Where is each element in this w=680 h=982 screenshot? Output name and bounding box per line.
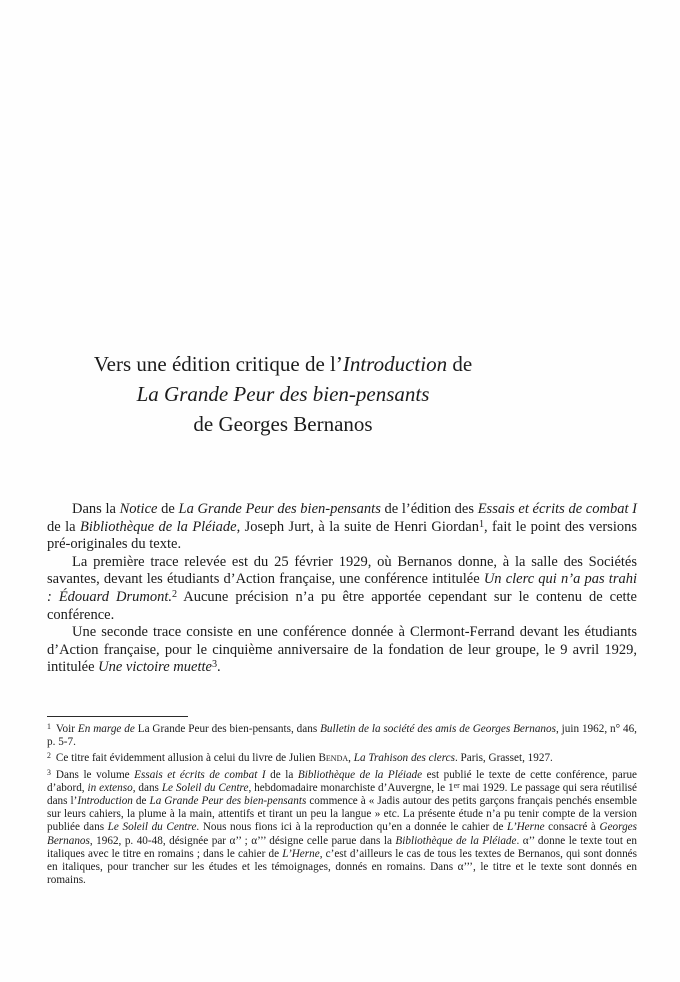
text-segment: Georges Bernanos xyxy=(47,821,637,847)
text-segment: , Joseph Jurt, à la suite de Henri Giordan xyxy=(236,518,479,535)
text-segment: de xyxy=(132,795,150,808)
article-body xyxy=(47,501,637,677)
article-title xyxy=(0,349,566,439)
text-segment: , hebdomadaire monarchiste d’Auvergne, le 1 xyxy=(248,781,454,794)
body-paragraph-2 xyxy=(47,554,637,624)
text-segment: , 1962, p. 40-48, désignée par α’’ ; α’’’ désigne celle parue dans la xyxy=(89,834,396,847)
text-segment: La première trace relevée est du 25 février 1929, où Bernanos donne, à la salle des Sociétés savantes, devant les étudiants d’Action française, une conférence intitulée xyxy=(47,553,637,588)
text-segment: La Grande Peur des bien-pensants xyxy=(178,501,381,517)
text-segment: Introduction xyxy=(77,795,133,808)
text-segment: de xyxy=(157,501,179,517)
text-segment: Voir xyxy=(55,723,78,735)
footnote-3 xyxy=(47,769,637,888)
text-segment: Bibliothèque de la Pléiade xyxy=(395,834,517,847)
text-segment: Essais et écrits de combat I xyxy=(477,501,637,517)
text-segment: de l’édition des xyxy=(380,501,478,517)
text-segment: , c’est d’ailleurs le cas de tous les textes de Bernanos, qui sont donnés en italiques, pour trancher sur les études et les témoignages, donnés en romains. Dans α’’’, le titre et le texte sont donnés en romains. xyxy=(47,847,637,887)
footnote-1-text xyxy=(47,723,637,748)
text-segment: , dans xyxy=(132,781,162,794)
text-segment: Bibliothèque de la Pléiade xyxy=(80,518,237,535)
title-line-1 xyxy=(0,349,566,379)
text-segment: mai 1929. Le passage qui sera réutilisé dans l’ xyxy=(47,781,637,808)
text-segment: de Georges Bernanos xyxy=(193,412,373,436)
text-segment: , fait le point des versions pré-originales du texte. xyxy=(47,518,637,553)
text-segment: La Trahison des clercs xyxy=(353,752,455,765)
text-segment: La Grande Peur des bien-pensants xyxy=(136,382,430,406)
text-segment: , juin 1962, n° 46, p. 5-7. xyxy=(47,723,637,749)
footnote-1-number: 1 xyxy=(47,722,51,731)
footnote-separator xyxy=(47,716,188,717)
text-segment: Aucune précision n’a pu être apportée cependant sur le contenu de cette conférence. xyxy=(47,588,637,623)
text-segment: . xyxy=(217,659,221,676)
text-segment: Un clerc qui n’a pas trahi : Édouard Drumont. xyxy=(47,571,637,605)
text-segment: Notice xyxy=(119,501,158,517)
text-segment: consacré à xyxy=(544,821,600,834)
text-segment: er xyxy=(453,780,460,790)
footnote-2 xyxy=(47,752,637,765)
text-segment: Vers une édition critique de l’ xyxy=(93,352,343,376)
text-segment: . Nous nous fions ici à la reproduction qu’en a donnée le cahier de xyxy=(196,821,508,834)
footnote-3-number: 3 xyxy=(47,767,51,777)
text-segment: Dans la xyxy=(72,501,120,517)
text-segment: est publié le texte de cette conférence, parue d’abord, xyxy=(47,768,638,794)
text-segment: L’Herne xyxy=(282,847,320,860)
text-segment: L’Herne xyxy=(507,821,545,834)
text-segment: Introduction xyxy=(342,352,448,376)
text-segment: in extenso xyxy=(87,781,133,794)
text-segment: de xyxy=(447,352,473,376)
text-segment: 1 xyxy=(478,518,485,530)
footnote-3-text xyxy=(47,769,637,887)
footnote-2-number: 2 xyxy=(47,751,51,761)
text-segment: Bibliothèque de la Pléiade xyxy=(297,768,423,781)
text-segment: de la xyxy=(47,518,80,535)
title-line-3 xyxy=(0,409,566,439)
text-segment: La Grande Peur des bien-pensants xyxy=(149,795,307,808)
text-segment: En marge de xyxy=(77,723,135,735)
text-segment: Bulletin de la société des amis de Georges Bernanos xyxy=(320,723,556,735)
title-line-2 xyxy=(0,379,566,409)
text-segment: La Grande Peur des bien-pensants, dans xyxy=(134,723,321,735)
text-segment: Dans le volume xyxy=(55,768,135,781)
footnote-2-text xyxy=(56,752,553,764)
text-segment: Benda xyxy=(318,752,349,765)
text-segment: Essais et écrits de combat I xyxy=(134,768,266,781)
text-segment: Une victoire muette xyxy=(98,659,212,676)
text-segment: 2 xyxy=(172,588,178,600)
body-paragraph-1 xyxy=(47,501,637,554)
text-segment: , xyxy=(348,752,354,765)
text-segment: Ce titre fait évidemment allusion à celui du livre de Julien xyxy=(55,752,319,765)
text-segment: . Paris, Grasset, 1927. xyxy=(454,752,553,765)
footnotes-block xyxy=(47,723,637,890)
text-segment: Le Soleil du Centre xyxy=(107,821,197,834)
text-segment: Une seconde trace consiste en une conférence donnée à Clermont-Ferrand devant les étudiants d’Action française, pour le cinquième anniversaire de la fondation de leur groupe, le 9 avril 1929, intitulée xyxy=(47,624,637,676)
text-segment: Le Soleil du Centre xyxy=(161,781,249,794)
footnote-1 xyxy=(47,723,637,749)
text-segment: 3 xyxy=(211,659,218,671)
text-segment: commence à « Jadis autour des petits garçons français penchés ensemble sur leurs cahiers, la plume à la main, attentifs et tirant un peu la langue » etc. La présente étude n’a pu tenir compte de la version publiée dans xyxy=(47,795,637,834)
text-segment: . α’’ donne le texte tout en italiques avec le titre en romains ; dans le cahier de xyxy=(47,834,637,860)
body-paragraph-3 xyxy=(47,624,637,677)
text-segment: de la xyxy=(265,768,298,781)
